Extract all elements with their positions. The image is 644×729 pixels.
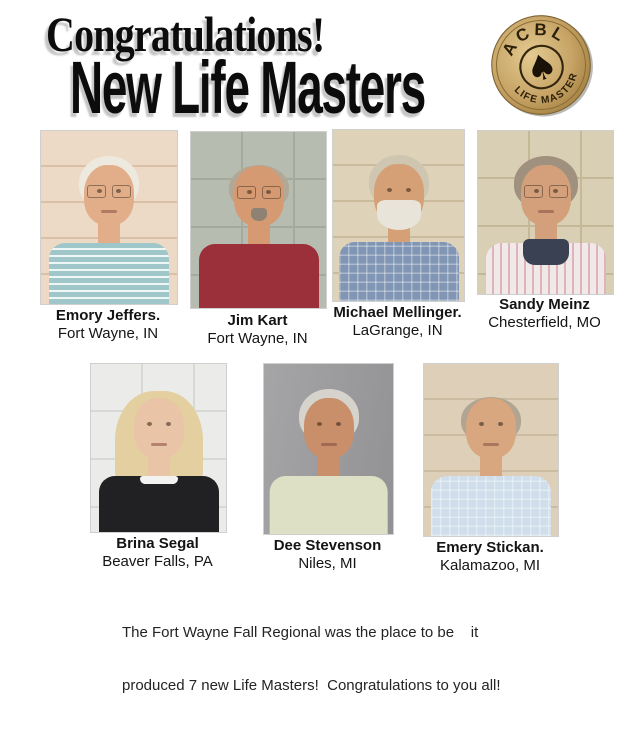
photo-brina-segal (90, 363, 227, 533)
acbl-life-master-badge (488, 12, 594, 118)
right-eye (498, 422, 503, 426)
caption-emory-jeffers (30, 307, 186, 343)
undershirt (523, 239, 569, 265)
person-illustration (333, 130, 464, 301)
caption-michael-mellinger (315, 304, 480, 340)
left-eye (479, 422, 484, 426)
shirt (431, 476, 551, 536)
caption-emery-stickan (413, 539, 567, 575)
footer-line-1: The Fort Wayne Fall Regional was the place to be it (122, 624, 479, 641)
member-location: Fort Wayne, IN (57, 325, 159, 342)
member-name: Sandy Meinz (499, 296, 590, 313)
beard (377, 200, 421, 230)
shirt (339, 242, 459, 301)
footer-text (122, 589, 501, 729)
member-name: Dee Stevenson (273, 537, 382, 554)
footer-line-2: produced 7 new Life Masters! Congratulations to you all! (122, 676, 501, 694)
badge-top-text: ACBL (498, 20, 571, 59)
mouth (538, 210, 554, 213)
member-name: Brina Segal (116, 535, 199, 552)
photo-michael-mellinger (332, 129, 465, 302)
face (466, 398, 516, 458)
member-location: Beaver Falls, PA (102, 553, 213, 570)
glasses (236, 186, 282, 199)
photo-dee-stevenson (263, 363, 394, 535)
person-illustration (264, 364, 393, 534)
page-subtitle: New Life Masters (70, 46, 425, 129)
glasses (86, 185, 132, 198)
glasses (523, 185, 569, 198)
mouth (321, 443, 337, 446)
member-location: Fort Wayne, IN (207, 330, 308, 347)
mouth (101, 210, 117, 213)
member-name: Emery Stickan. (436, 539, 544, 556)
member-location: LaGrange, IN (352, 322, 443, 339)
shirt (269, 476, 388, 534)
spade-icon: ♠ (521, 45, 563, 93)
mouth (483, 443, 499, 446)
caption-sandy-meinz (467, 296, 622, 332)
mouth (151, 443, 167, 446)
left-eye (147, 422, 152, 426)
right-eye (336, 422, 341, 426)
person-illustration (424, 364, 558, 536)
member-name: Jim Kart (227, 312, 288, 329)
left-eye (387, 188, 392, 192)
page-title: Congratulations! (46, 6, 325, 62)
member-location: Kalamazoo, MI (439, 557, 541, 574)
photo-emory-jeffers (40, 130, 178, 305)
caption-dee-stevenson (253, 537, 402, 573)
right-eye (406, 188, 411, 192)
shirt (49, 243, 169, 304)
photo-sandy-meinz (477, 130, 614, 295)
photo-emery-stickan (423, 363, 559, 537)
shirt (199, 244, 319, 308)
person-illustration (91, 364, 226, 532)
badge-bottom-text: LIFE MASTER (511, 71, 581, 107)
shirt (99, 476, 219, 532)
member-name: Michael Mellinger. (333, 304, 462, 321)
member-name: Emory Jeffers. (55, 307, 161, 324)
right-eye (166, 422, 171, 426)
member-location: Niles, MI (298, 555, 357, 572)
face (304, 398, 354, 458)
face (134, 398, 184, 458)
photo-jim-kart (190, 131, 327, 309)
collar (140, 476, 178, 484)
caption-jim-kart (180, 312, 335, 348)
left-eye (317, 422, 322, 426)
member-location: Chesterfield, MO (488, 314, 601, 331)
person-illustration (478, 131, 613, 294)
person-illustration (191, 132, 326, 308)
caption-brina-segal (80, 535, 235, 571)
person-illustration (41, 131, 177, 304)
goatee-beard (251, 208, 267, 221)
